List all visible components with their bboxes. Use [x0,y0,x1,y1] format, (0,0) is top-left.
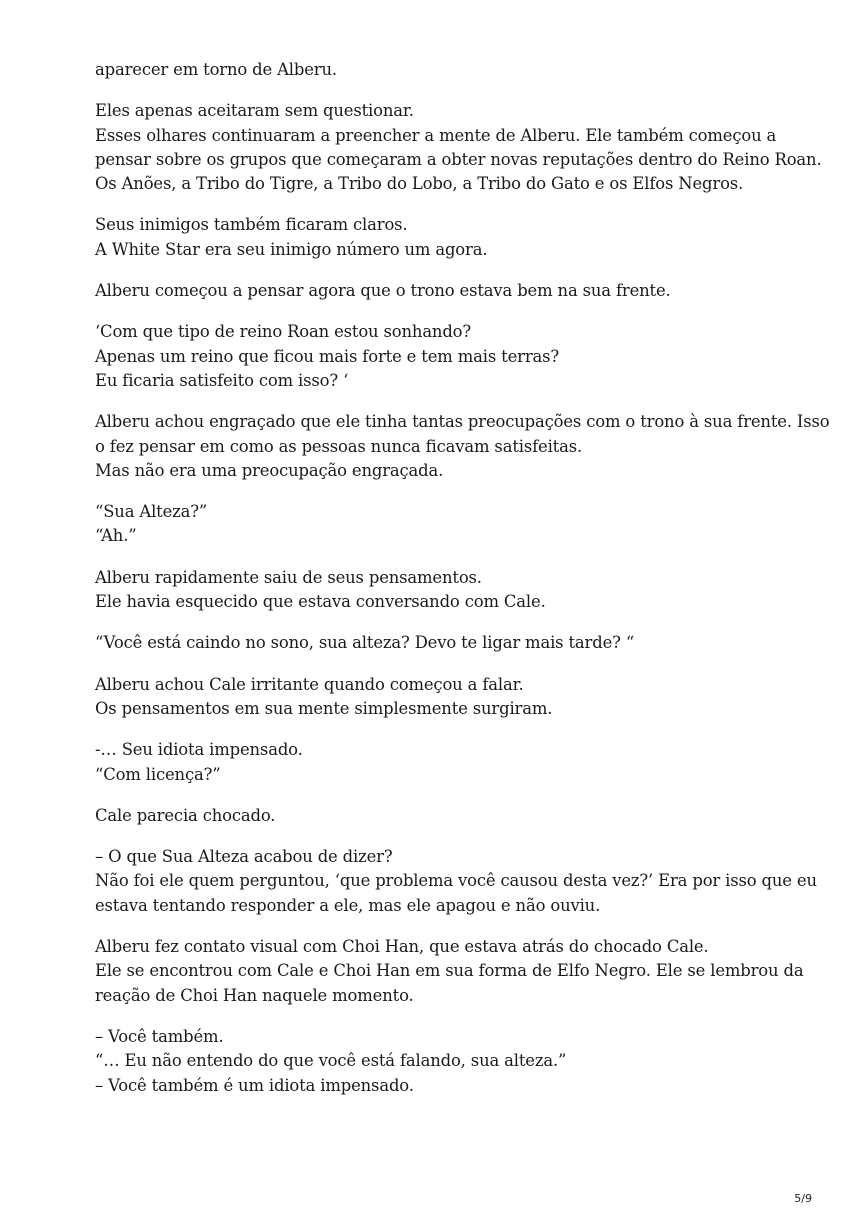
text-line: – Você também é um idiota impensado. [95,1075,414,1095]
text-line: – O que Sua Alteza acabou de dizer? [95,847,393,867]
paragraph [95,845,817,918]
text-line: A White Star era seu inimigo número um agora. [95,239,488,259]
text-line: “Ah.” [95,526,137,546]
text-line: Alberu achou Cale irritante quando começou a falar. [95,674,524,694]
text-line: estava tentando responder a ele, mas ele apagou e não ouviu. [95,895,601,915]
paragraph [95,631,795,655]
text-line: Alberu rapidamente saiu de seus pensamentos. [95,567,482,587]
text-line: Os pensamentos em sua mente simplesmente surgiram. [95,698,553,718]
paragraph [95,279,795,303]
text-line: Não foi ele quem perguntou, ‘que problema você causou desta vez?’ Era por isso que eu [95,871,817,891]
text-line: -… Seu idiota impensado. [95,740,303,760]
text-line: Ele se encontrou com Cale e Choi Han em sua forma de Elfo Negro. Ele se lembrou da [95,961,804,981]
text-line: Os Anões, a Tribo do Tigre, a Tribo do Lobo, a Tribo do Gato e os Elfos Negros. [95,174,744,194]
paragraph [95,566,795,615]
text-line: aparecer em torno de Alberu. [95,60,337,79]
text-line: “Sua Alteza?” [95,502,208,522]
text-line: “Você está caindo no sono, sua alteza? Devo te ligar mais tarde? “ [95,633,635,653]
paragraph [95,213,795,262]
paragraph [95,500,795,549]
paragraph [95,804,795,828]
text-line: Cale parecia chocado. [95,805,276,825]
text-line: Eu ficaria satisfeito com isso? ‘ [95,370,349,390]
document-body [95,58,830,1115]
paragraph [95,935,804,1008]
text-line: Alberu começou a pensar agora que o trono estava bem na sua frente. [95,281,671,301]
text-line: Alberu fez contato visual com Choi Han, que estava atrás do chocado Cale. [95,937,709,957]
text-line: pensar sobre os grupos que começaram a obter novas reputações dentro do Reino Roan. [95,149,822,169]
paragraph [95,58,795,82]
text-line: Alberu achou engraçado que ele tinha tantas preocupações com o trono à sua frente. Isso [95,412,830,432]
text-line: Mas não era uma preocupação engraçada. [95,460,444,480]
paragraph [95,410,830,483]
text-line: Apenas um reino que ficou mais forte e tem mais terras? [95,346,560,366]
text-line: “Com licença?” [95,764,221,784]
paragraph [95,320,795,393]
paragraph [95,738,795,787]
text-line: Esses olhares continuaram a preencher a mente de Alberu. Ele também começou a [95,125,777,145]
text-line: – Você também. [95,1026,224,1046]
paragraph [95,1025,795,1098]
page-number: 5/9 [794,1192,812,1205]
text-line: Ele havia esquecido que estava conversando com Cale. [95,592,546,612]
paragraph [95,99,822,196]
text-line: Seus inimigos também ficaram claros. [95,215,408,235]
paragraph [95,673,795,722]
text-line: reação de Choi Han naquele momento. [95,985,414,1005]
text-line: “… Eu não entendo do que você está falando, sua alteza.” [95,1051,567,1071]
text-line: Eles apenas aceitaram sem questionar. [95,101,414,121]
text-line: o fez pensar em como as pessoas nunca ficavam satisfeitas. [95,436,583,456]
text-line: ‘Com que tipo de reino Roan estou sonhando? [95,322,472,342]
